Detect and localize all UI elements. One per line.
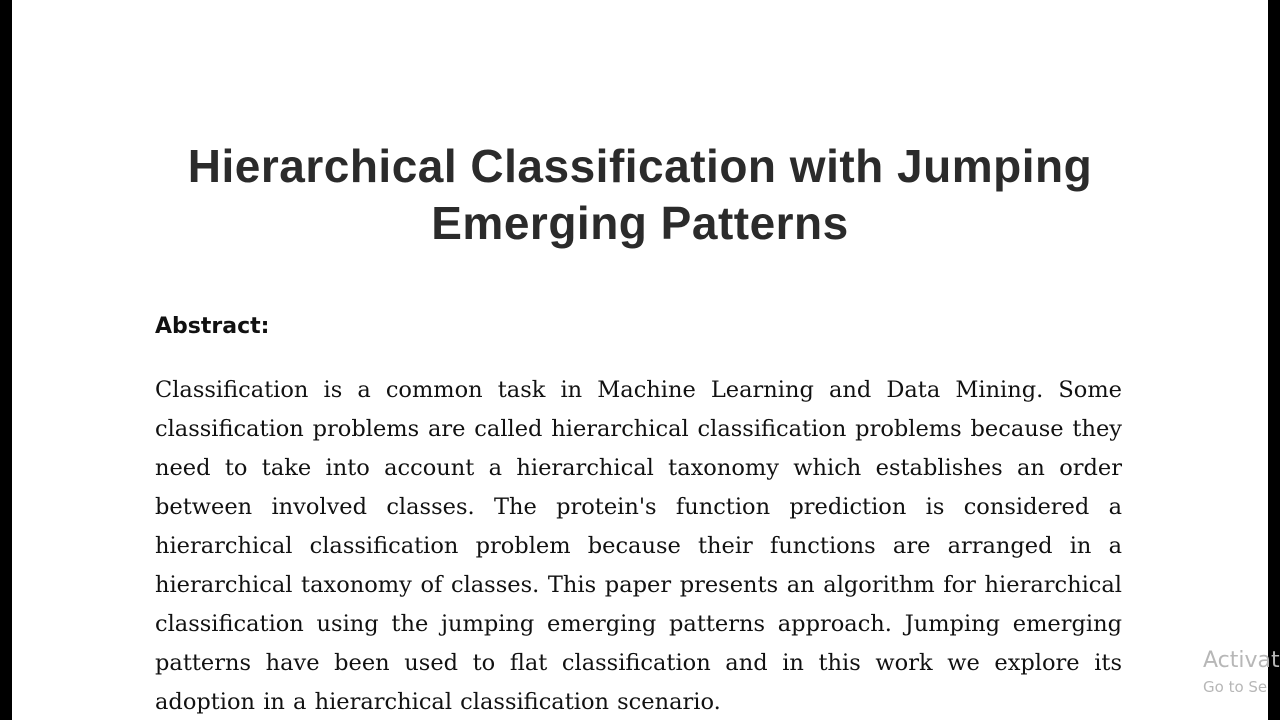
watermark-line-2: Go to Se (1203, 678, 1268, 696)
document-title (12, 138, 1268, 252)
document-page (12, 0, 1268, 720)
abstract-heading: Abstract: (155, 314, 270, 339)
activation-watermark (1203, 646, 1280, 698)
title-line-1: Hierarchical Classification with Jumping (187, 140, 1093, 192)
abstract-body: Classification is a common task in Machine Learning and Data Mining. Some classification problems are called hierarchical classification problems because they need to take into account a hierarchical taxonomy which establishes an order between involved classes. The protein's function prediction is considered a hierarchical classification problem because their functions are arranged in a hierarchical taxonomy of classes. This paper presents an algorithm for hierarchical classification using the jumping emerging patterns approach. Jumping emerging patterns have been used to flat classification and in this work we explore its adoption in a hierarchical classification scenario. (155, 377, 1122, 715)
watermark-line-1: Activat (1203, 648, 1280, 673)
title-line-2: Emerging Patterns (431, 197, 849, 249)
